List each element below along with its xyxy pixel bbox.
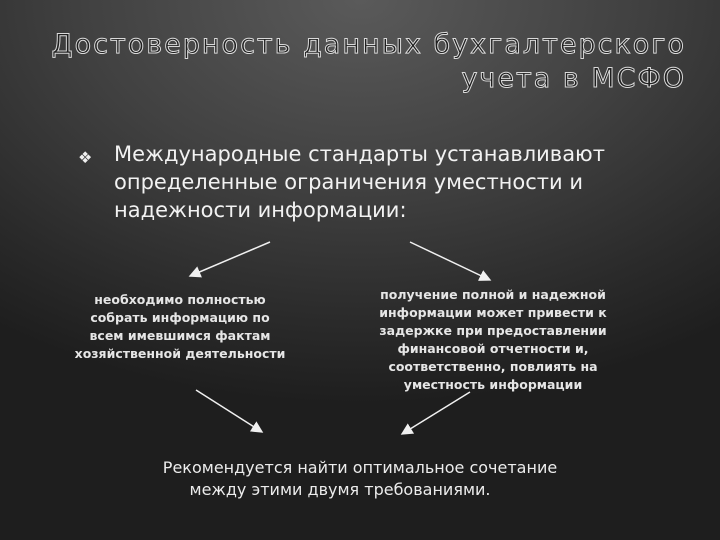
right-box-line-5: соответственно, повлиять на [388,359,598,374]
conclusion-text [120,457,600,501]
arrow-to-right-box [410,242,490,280]
main-statement-line-2: определенные ограничения уместности и [114,170,584,194]
slide-title-line-1: Достоверность данных бухгалтерского [51,29,686,60]
left-box-line-3: всем имевшимся фактам [89,328,271,343]
arrow-left-to-conclusion [196,390,262,432]
left-consequence-box [60,291,300,363]
arrow-right-to-conclusion [402,392,470,434]
main-statement-line-3: надежности информации: [114,198,407,222]
arrow-to-left-box [190,242,270,276]
right-box-line-3: задержке при предоставлении [379,323,607,338]
right-box-line-6: уместность информации [403,377,583,392]
slide-title-line-2: учета в МСФО [461,63,686,94]
left-box-line-1: необходимо полностью [94,292,266,307]
right-box-line-1: получение полной и надежной [380,287,606,302]
conclusion-line-2: между этими двумя требованиями. [189,480,491,499]
left-box-line-4: хозяйственной деятельности [74,346,286,361]
left-box-line-2: собрать информацию по [90,310,270,325]
right-box-line-2: информации может привести к [379,305,607,320]
right-box-line-4: финансовой отчетности и, [397,341,589,356]
diamond-bullet-icon: ❖ [78,148,93,167]
main-statement-line-1: Международные стандарты устанавливают [114,142,605,166]
conclusion-line-1: Рекомендуется найти оптимальное сочетание [162,458,558,477]
right-consequence-box [378,286,608,394]
